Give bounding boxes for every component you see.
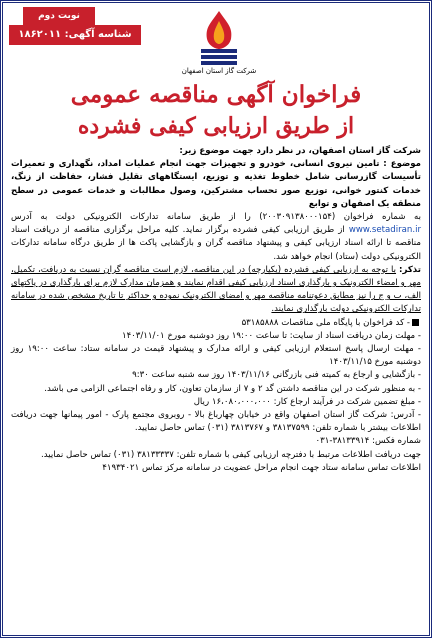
item-text: مهلت ارسال پاسخ استعلام ارزیابی کیفی و ارائه مدارک و پیشنهاد قیمت در سامانه ستاد: ساعت ۱۹:۰۰ روز دوشنبه مورخ ۱۴۰۳/۱۱/۱۵: [11, 344, 421, 368]
item-text: بازگشایی و ارجاع به کمیته فنی بازرگانی ۱۴۰۳/۱۱/۱۶ روز سه شنبه ساعت ۹:۳۰: [132, 370, 416, 381]
item-text: جهت دریافت اطلاعات مرتبط با دفترچه ارزیابی کیفی با شماره تلفن: ۳۸۱۳۳۳۳۷ (۰۳۱) تماس حاصل نمایید.: [41, 449, 421, 460]
item-text: به منظور شرکت در این مناقصه داشتن گد ۲ و ۷ از سازمان تعاون، کار و رفاه اجتماعی الزامی می باشد.: [44, 383, 416, 394]
item-text: مهلت زمان دریافت اسناد از سایت: تا ساعت ۱۹:۰۰ روز دوشنبه مورخ ۱۴۰۳/۱۱/۰۱: [121, 330, 416, 341]
item-text: شماره فکس: ۳۸۱۳۳۹۱۴-۰۳۱: [315, 436, 421, 447]
intro-text: شرکت گاز استان اصفهان، در نظر دارد جهت موضوع زیر:: [179, 146, 421, 156]
list-item: - کد فراخوان با پایگاه ملی مناقصات ۵۳۱۸۵۸۸۸: [11, 317, 421, 330]
list-item: - آدرس: شرکت گاز استان اصفهان واقع در خیابان چهارباغ بالا - روبروی مجتمع پارک - امور پیمانها جهت دریافت اطلاعات بیشتر با شماره تلفن: ۳۸۱۳۷۵۹۹ و ۳۸۱۳۷۶۷ (۰۳۱) تماس حاصل نمایید.: [11, 410, 421, 434]
list-item: [11, 435, 421, 448]
item-text: آدرس: شرکت گاز استان اصفهان واقع در خیابان چهارباغ بالا - روبروی مجتمع پارک - امور پیمانها جهت دریافت اطلاعات بیشتر با شماره تلفن: ۳۸۱۳۷۵۹۹ و ۳۸۱۳۷۶۷ (۰۳۱) تماس حاصل نمایید.: [11, 410, 421, 434]
logo-caption: شرکت گاز استان اصفهان: [181, 67, 257, 75]
page-title: فراخوان آگهی مناقصه عمومی: [70, 81, 362, 108]
list-item: - مهلت ارسال پاسخ استعلام ارزیابی کیفی و ارائه مدارک و پیشنهاد قیمت در سامانه ستاد: ساعت ۱۹:۰۰ روز دوشنبه مورخ ۱۴۰۳/۱۱/۱۵: [11, 344, 421, 368]
list-item: [11, 462, 421, 475]
note-paragraph: [11, 264, 421, 317]
list-item: - مبلغ تضمین شرکت در فرآیند ارجاع کار: ۱۶،۰۸۰،۰۰۰،۰۰۰ ریال: [193, 396, 421, 407]
item-text: اطلاعات تماس سامانه ستاد جهت انجام مراحل عضویت در سامانه مرکز تماس ۴۱۹۳۴۰۲۱: [102, 462, 421, 473]
item-text: کد فراخوان با پایگاه ملی مناقصات ۵۳۱۸۵۸۸۸: [241, 317, 405, 328]
notice-badge: [9, 7, 149, 51]
list-item: [11, 449, 421, 462]
list-item: - به منظور شرکت در این مناقصه داشتن گد ۲ و ۷ از سازمان تعاون، کار و رفاه اجتماعی الزامی می باشد.: [44, 383, 421, 394]
tender-number-rest: از طریق ارزیابی کیفی فشرده برگزار نماید. کلیه مراحل برگزاری مناقصه از دریافت اسناد مناقصه تا ارائه اسناد ارزیابی کیفی و پیشنهاد مناقصه گران و بازگشایی پاکت ها از طریق درگاه سامانه تدارکات الکترونیکی دولت (ستاد) انجام خواهد شد.: [11, 225, 421, 262]
notice-id-label: شناسه آگهی: ۱۸۶۲۰۱۱: [9, 25, 141, 45]
list-item: - مهلت زمان دریافت اسناد از سایت: تا ساعت ۱۹:۰۰ روز دوشنبه مورخ ۱۴۰۳/۱۱/۰۱: [121, 330, 421, 341]
subject-text: تامین نیروی انسانی، خودرو و تجهیزات جهت انجام عملیات امداد، نگهداری و تعمیرات تأسیسات گازرسانی شامل خطوط تغذیه و توزیع، ایستگاههای تقلیل فشار، حفاظت از زنگ، خدمات کنتور خوانی، توزیع صور تحساب مشترکین، وصول مطالبات و خدمات عمومی در سطح منطقه یک اصفهان و توابع: [11, 159, 421, 209]
gas-company-logo: [187, 9, 251, 67]
bullet-icon: [412, 319, 419, 326]
notice-round-label: نوبت دوم: [23, 7, 95, 25]
page-subtitle: از طریق ارزیابی کیفی فشرده: [77, 113, 355, 139]
tender-number-paragraph: [11, 211, 421, 264]
notice-body: [11, 145, 421, 475]
tender-number-text: به شماره فراخوان (۲۰۰۳۰۹۱۳۸۰۰۰۱۵۴) را از طریق سامانه تدارکات الکترونیکی دولت به آدرس: [11, 212, 421, 223]
subject-paragraph: [11, 158, 421, 211]
note-text: با توجه به ارزیابی کیفی فشرده (یکپارچه) در این مناقصه، لازم است مناقصه گران نسبت به دریافت، تکمیل، مهر و امضاء الکترونیک و بارگذاری اسناد ارزیابی کیفی اقدام نمایند و همزمان مدارک لازم برای بارگذاری در پاکتهای الف، ب و ج را نیز مطابق دعوتنامه مناقصه مهر و امضای الکترونیک نموده و حداکثر تا تاریخ مشخص شده در سامانه تدارکات الکترونیکی دولت بارگذاری نمایند.: [11, 264, 421, 315]
subject-label: موضوع :: [383, 159, 421, 170]
item-text: مبلغ تضمین شرکت در فرآیند ارجاع کار: ۱۶،۰۸۰،۰۰۰،۰۰۰ ریال: [193, 396, 416, 407]
list-item: - بازگشایی و ارجاع به کمیته فنی بازرگانی ۱۴۰۳/۱۱/۱۶ روز سه شنبه ساعت ۹:۳۰: [132, 370, 421, 381]
note-label: تذکر:: [399, 264, 422, 275]
setad-link[interactable]: www.setadiran.ir: [348, 225, 422, 236]
